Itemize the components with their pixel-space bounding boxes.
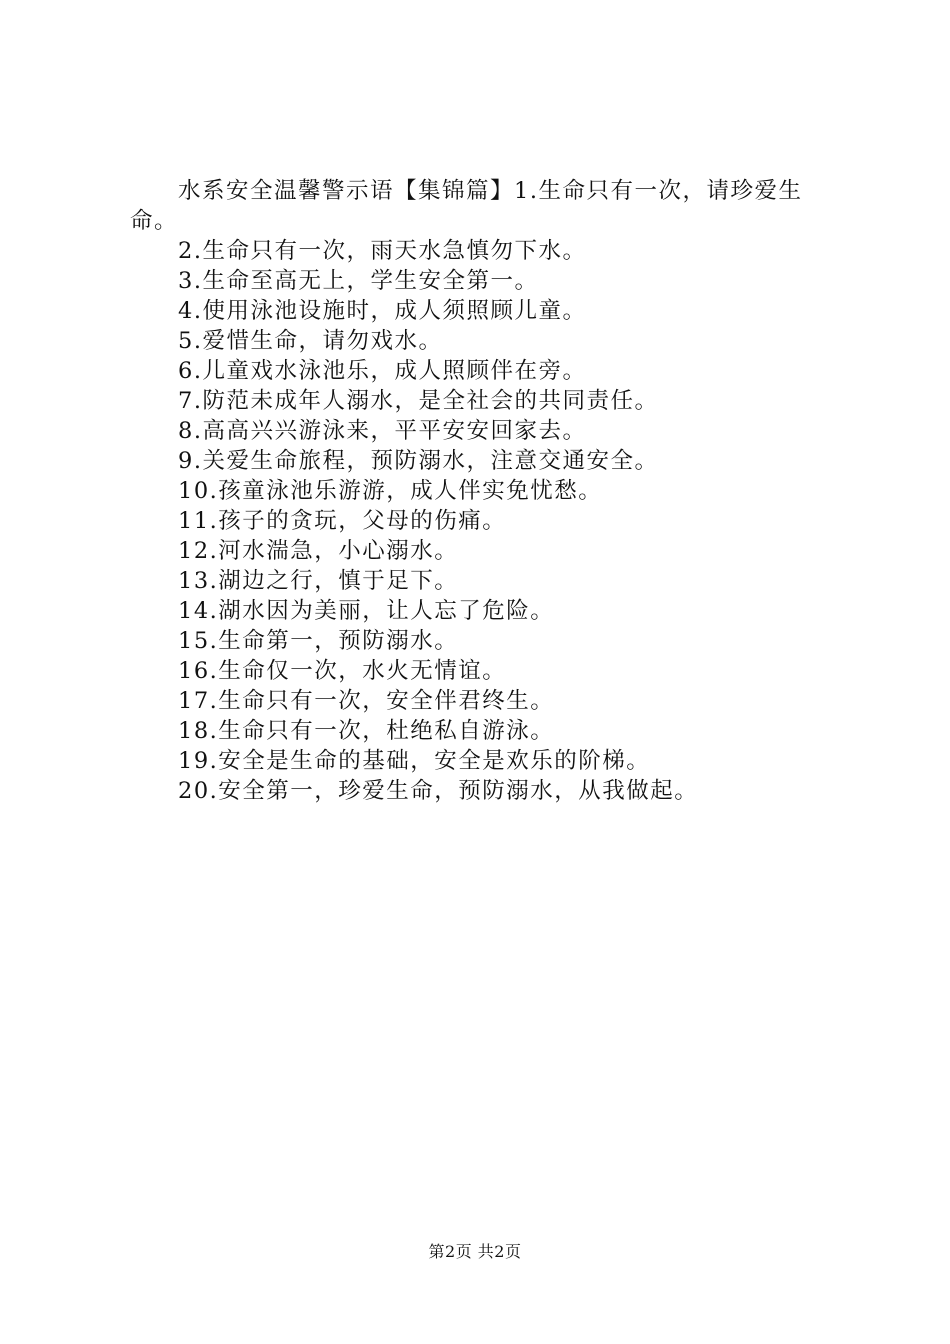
document-body bbox=[130, 176, 840, 806]
list-item: 16.生命仅一次，水火无情谊。 bbox=[178, 658, 507, 684]
list-item: 14.湖水因为美丽，让人忘了危险。 bbox=[178, 598, 555, 624]
list-item: 5.爱惜生命，请勿戏水。 bbox=[178, 328, 443, 354]
list-item: 12.河水湍急，小心溺水。 bbox=[178, 538, 459, 564]
list-item: 3.生命至高无上，学生安全第一。 bbox=[178, 268, 539, 294]
list-item: 19.安全是生命的基础，安全是欢乐的阶梯。 bbox=[178, 748, 651, 774]
list-item: 9.关爱生命旅程，预防溺水，注意交通安全。 bbox=[178, 448, 659, 474]
list-item: 8.高高兴兴游泳来，平平安安回家去。 bbox=[178, 418, 587, 444]
intro-paragraph: 水系安全温馨警示语【集锦篇】1.生命只有一次，请珍爱生命。 bbox=[130, 178, 803, 234]
list-item: 7.防范未成年人溺水，是全社会的共同责任。 bbox=[178, 388, 659, 414]
list-item: 2.生命只有一次，雨天水急慎勿下水。 bbox=[178, 238, 587, 264]
list-item: 6.儿童戏水泳池乐，成人照顾伴在旁。 bbox=[178, 358, 587, 384]
list-item: 18.生命只有一次，杜绝私自游泳。 bbox=[178, 718, 555, 744]
list-item: 17.生命只有一次，安全伴君终生。 bbox=[178, 688, 555, 714]
list-item: 10.孩童泳池乐游游，成人伴实免忧愁。 bbox=[178, 478, 603, 504]
list-item: 13.湖边之行，慎于足下。 bbox=[178, 568, 459, 594]
list-item: 11.孩子的贪玩，父母的伤痛。 bbox=[178, 508, 507, 534]
list-item: 4.使用泳池设施时，成人须照顾儿童。 bbox=[178, 298, 587, 324]
list-item: 15.生命第一，预防溺水。 bbox=[178, 628, 459, 654]
page-footer: 第2页 共2页 bbox=[428, 1242, 522, 1261]
list-item: 20.安全第一，珍爱生命，预防溺水，从我做起。 bbox=[178, 778, 699, 804]
